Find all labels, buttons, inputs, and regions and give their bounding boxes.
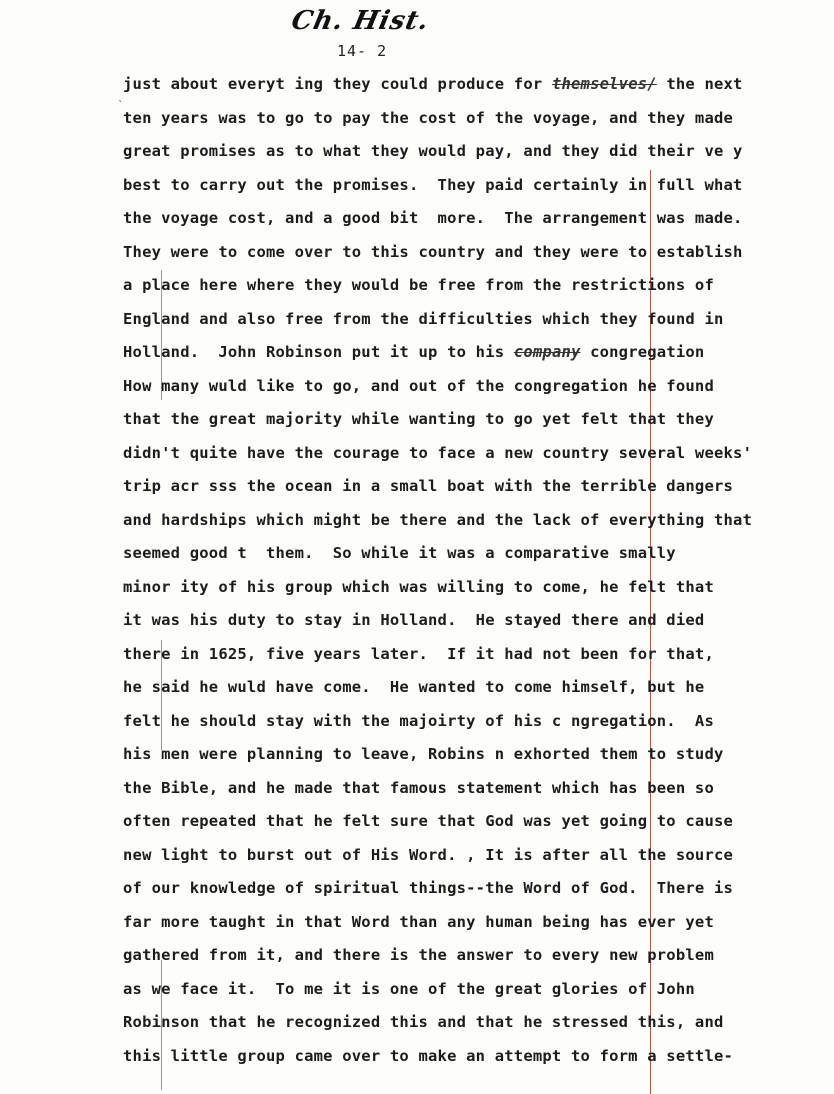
struck-out-word: themselves/ [551,75,657,93]
text-line: England and also free from the difficulties which they found in [123,309,724,328]
text-line: far more taught in that Word than any human being has ever yet [123,912,714,931]
text-line: trip acr sss the ocean in a small boat with the terrible dangers [123,477,734,495]
text-line: felt he should stay with the majoirty of his c ngregation. As [123,711,714,730]
page-number: 14- 2 [337,42,388,60]
text-segment: just about everyt ing they could produce for [123,75,552,93]
text-line: How many wuld like to go, and out of the congregation he found [123,376,714,395]
text-line: great promises as to what they would pay, and they did their ve y [123,142,743,160]
text-line: his men were planning to leave, Robins n exhorted them to study [123,745,724,763]
text-line: didn't quite have the courage to face a new country several weeks' [123,443,753,462]
text-line: he said he wuld have come. He wanted to come himself, but he [123,678,705,696]
text-segment: the next [656,75,743,93]
text-line: minor ity of his group which was willing to come, he felt that [123,577,714,596]
text-line [123,72,823,106]
text-line: as we face it. To me it is one of the great glories of John [123,979,695,998]
struck-out-word: company [513,343,581,361]
text-line: best to carry out the promises. They paid certainly in full what [123,175,743,194]
text-line: the Bible, and he made that famous statement which has been so [123,778,714,797]
typed-body-text [123,72,823,1077]
text-line: seemed good t them. So while it was a comparative smally [123,544,676,562]
text-segment: congregation [580,343,705,361]
text-line: Robinson that he recognized this and that he stressed this, and [123,1013,724,1031]
text-line: and hardships which might be there and the lack of everything that [123,510,753,529]
text-line: new light to burst out of His Word. , It is after all the source [123,845,734,864]
text-segment: Holland. John Robinson put it up to his [123,343,514,361]
text-line [123,340,823,374]
text-line: it was his duty to stay in Holland. He stayed there and died [123,611,705,629]
text-line: gathered from it, and there is the answer to every new problem [123,946,714,964]
text-line: often repeated that he felt sure that God was yet going to cause [123,812,734,830]
text-line: ten years was to go to pay the cost of the voyage, and they made [123,108,734,127]
text-line: a place here where they would be free from the restrictions of [123,276,714,294]
handwritten-title: Ch. Hist. [288,6,433,36]
text-line: They were to come over to this country and they were to establish [123,242,743,261]
text-line: of our knowledge of spiritual things--the Word of God. There is [123,879,734,897]
text-line: the voyage cost, and a good bit more. The arrangement was made. [123,209,743,227]
text-line: there in 1625, five years later. If it had not been for that, [123,644,714,663]
margin-tick-mark: ˋ [117,98,125,112]
text-line: that the great majority while wanting to go yet felt that they [123,410,714,428]
text-line: this little group came over to make an attempt to form a settle- [123,1046,734,1065]
